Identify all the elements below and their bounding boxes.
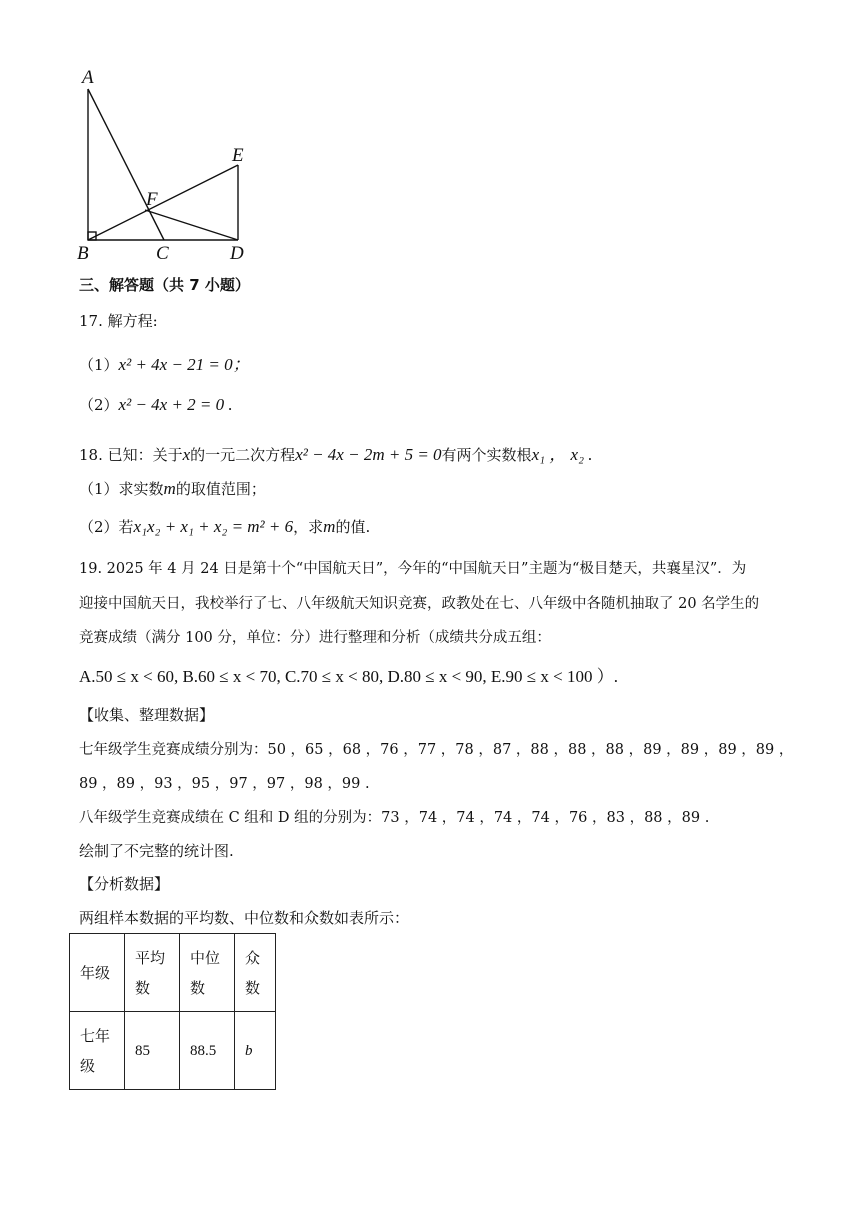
header-mean: 平均 数 xyxy=(125,934,180,1012)
q18-stem-b: 的一元二次方程 xyxy=(190,446,296,464)
q18-part2-a: （2）若 xyxy=(79,518,134,536)
q17-part2-label: （2） xyxy=(79,396,119,414)
grade7-scores-line1: 七年级学生竞赛成绩分别为：50 ，65 ，68 ，76 ，77 ，78 ，87 ，88 ，88 ，88 ，89 ，89 ，89 ，89 ， xyxy=(79,742,794,758)
analysis-heading: 【分析数据】 xyxy=(79,875,170,893)
cell-mode: b xyxy=(235,1012,276,1090)
q18-roots: x₁ ， x₂ . xyxy=(531,445,593,464)
chart-note: 绘制了不完整的统计图. xyxy=(79,842,234,860)
q17-part1 xyxy=(79,350,250,375)
statistics-table xyxy=(69,933,276,1090)
label-a: A xyxy=(82,67,94,88)
q18-part1 xyxy=(79,478,266,499)
segment-be xyxy=(88,165,238,240)
grade7-scores-line2: 89 ，89 ，93 ，95 ，97 ，97 ，98 ，99 . xyxy=(79,776,370,792)
label-e: E xyxy=(232,145,244,166)
q18-part1-b: 的取值范围； xyxy=(175,480,266,498)
header-median: 中位 数 xyxy=(180,934,235,1012)
q18-part2 xyxy=(79,516,370,537)
q19-line1: 19. 2025 年 4 月 24 日是第十个“中国航天日”，今年的“中国航天日”主题为“极目楚天，共襄星汉”．为 xyxy=(79,561,747,577)
q19-line2: 迎接中国航天日，我校举行了七、八年级航天知识竞赛，政教处在七、八年级中各随机抽取了 20 名学生的 xyxy=(79,596,760,612)
header-grade: 年级 xyxy=(70,934,125,1012)
q17-part2-equation: x² − 4x + 2 = 0 . xyxy=(118,395,233,414)
q18-part2-c: 的值. xyxy=(335,518,371,536)
q17-part2 xyxy=(79,394,233,415)
grade8-scores-line: 八年级学生竞赛成绩在 C 组和 D 组的分别为：73 ，74 ，74 ，74 ，74 ，76 ，83 ，88 ，89 . xyxy=(79,810,710,826)
q18-part2-b: ，求 xyxy=(293,518,324,536)
q18-part1-a: （1）求实数 xyxy=(79,480,164,498)
table-row xyxy=(70,1012,276,1090)
q18-var-m: m xyxy=(163,479,176,498)
q17-part1-label: （1） xyxy=(79,356,119,374)
cell-median: 88.5 xyxy=(180,1012,235,1090)
q17-stem: 17. 解方程: xyxy=(79,312,158,330)
q18-stem-c: 有两个实数根 xyxy=(441,446,532,464)
label-f: F xyxy=(146,189,158,210)
label-d: D xyxy=(230,243,244,264)
q19-line3: 竞赛成绩（满分 100 分，单位：分）进行整理和分析（成绩共分成五组： xyxy=(79,630,551,646)
cell-grade: 七年 级 xyxy=(70,1012,125,1090)
table-caption: 两组样本数据的平均数、中位数和众数如表所示： xyxy=(79,909,410,927)
q18-part2-equation: x₁x₂ + x₁ + x₂ = m² + 6 xyxy=(133,517,294,536)
q18-equation: x² − 4x − 2m + 5 = 0 xyxy=(295,445,442,464)
segment-ac xyxy=(88,89,164,240)
q19-groups: A.50 ≤ x < 60, B.60 ≤ x < 70, C.70 ≤ x < 80, D.80 ≤ x < 90, E.90 ≤ x < 100 ）. xyxy=(79,667,618,686)
section-title: 三、解答题（共 7 小题） xyxy=(79,276,250,294)
q18-part2-var-m: m xyxy=(323,517,336,536)
cell-mean: 85 xyxy=(125,1012,180,1090)
label-b: B xyxy=(77,243,89,264)
label-c: C xyxy=(156,243,169,264)
table-header-row xyxy=(70,934,276,1012)
q17-part1-equation: x² + 4x − 21 = 0； xyxy=(118,355,250,374)
collect-heading: 【收集、整理数据】 xyxy=(79,706,215,724)
q18-stem xyxy=(79,440,592,465)
header-mode: 众 数 xyxy=(235,934,276,1012)
geometry-figure xyxy=(70,64,260,264)
segment-fd xyxy=(145,210,238,240)
q18-var-x: x xyxy=(182,445,191,464)
q18-stem-a: 18. 已知：关于 xyxy=(79,446,183,464)
